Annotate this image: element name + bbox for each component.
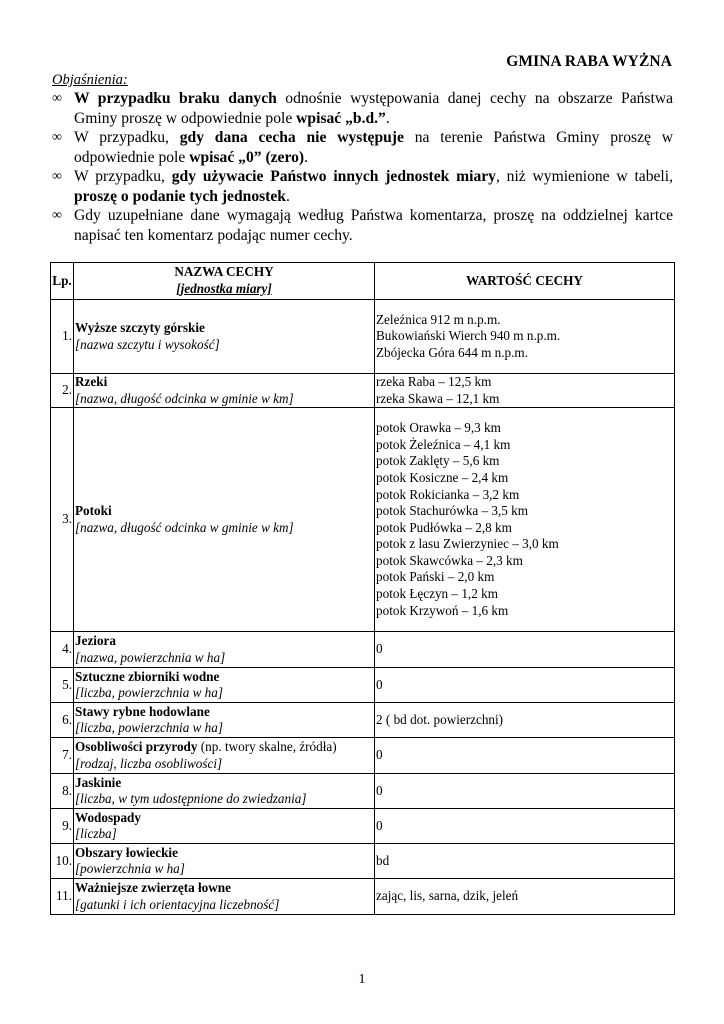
feature-value: potok Żeleźnica – 4,1 km — [376, 436, 511, 452]
feature-name — [75, 880, 373, 897]
infinity-bullet-icon: ∞ — [52, 91, 62, 106]
explanation-item — [52, 89, 673, 128]
feature-value: potok Łęczyn – 1,2 km — [376, 586, 498, 602]
header-unit-label: [jednostka miary] — [176, 281, 272, 296]
header-value: WARTOŚĆ CECHY — [375, 263, 675, 300]
feature-value-cell — [375, 408, 675, 632]
feature-value-cell — [375, 738, 675, 774]
infinity-bullet-icon: ∞ — [52, 208, 62, 223]
row-number: 1. — [51, 300, 74, 374]
feature-unit: [nazwa, długość odcinka w gminie w km] — [75, 390, 294, 406]
table-row — [51, 774, 675, 809]
feature-name-label: Jaskinie — [75, 774, 122, 790]
feature-unit: [gatunki i ich orientacyjna liczebność] — [75, 896, 280, 912]
feature-value: potok Kosiczne – 2,4 km — [376, 469, 509, 485]
row-number: 3. — [51, 408, 74, 632]
feature-name — [75, 320, 373, 337]
feature-value: potok Skawcówka – 2,3 km — [376, 552, 523, 568]
note-text: . — [304, 148, 309, 166]
feature-value-cell — [375, 300, 675, 374]
infinity-bullet-icon: ∞ — [52, 169, 62, 184]
feature-name-cell — [74, 374, 375, 408]
feature-value-cell — [375, 809, 675, 844]
feature-value: 0 — [376, 747, 383, 763]
feature-name-cell — [74, 774, 375, 809]
feature-name — [75, 810, 373, 827]
feature-name-label: Osobliwości przyrody — [75, 739, 198, 755]
note-text: Gdy uzupełniane dane wymagają według Państwa komentarza, proszę na oddzielnej kartce napisać ten komentarz podając numer cechy. — [74, 207, 673, 244]
feature-name-cell — [74, 844, 375, 879]
feature-value-cell — [375, 844, 675, 879]
feature-name-label: Wyższe szczyty górskie — [75, 319, 205, 335]
feature-name — [75, 845, 373, 862]
explanation-item — [52, 167, 673, 206]
table-row — [51, 632, 675, 668]
table-row — [51, 408, 675, 632]
feature-value: 0 — [376, 676, 383, 692]
feature-value-cell — [375, 668, 675, 703]
feature-unit: [liczba, w tym udostępnione do zwiedzania] — [75, 791, 307, 807]
feature-value: 0 — [376, 782, 383, 798]
feature-value-cell — [375, 374, 675, 408]
feature-value: zając, lis, sarna, dzik, jeleń — [376, 888, 519, 904]
emphasis-text: gdy dana cecha nie występuje — [179, 129, 404, 146]
table-row — [51, 844, 675, 879]
row-number: 5. — [51, 668, 74, 703]
feature-name-label: Rzeki — [75, 374, 108, 389]
feature-unit: [powierzchnia w ha] — [75, 861, 185, 877]
feature-unit: [liczba] — [75, 826, 117, 842]
feature-value: rzeka Raba – 12,5 km — [376, 374, 492, 389]
feature-value: potok z lasu Zwierzyniec – 3,0 km — [376, 536, 559, 552]
feature-name-label: Obszary łowieckie — [75, 844, 178, 860]
feature-value: potok Pański – 2,0 km — [376, 569, 495, 585]
feature-value: potok Pudłówka – 2,8 km — [376, 519, 512, 535]
feature-value: Zbójecka Góra 644 m n.p.m. — [376, 344, 528, 360]
emphasis-text: W przypadku braku danych — [74, 90, 277, 107]
table-row — [51, 703, 675, 738]
feature-value: potok Stachurówka – 3,5 km — [376, 503, 529, 519]
table-header-row — [51, 263, 675, 300]
feature-unit: [nazwa szczytu i wysokość] — [75, 336, 220, 352]
feature-name-cell — [74, 408, 375, 632]
feature-value: bd — [376, 852, 390, 868]
feature-name-cell — [74, 809, 375, 844]
row-number: 9. — [51, 809, 74, 844]
note-text: , niż wymienione w tabeli, — [495, 168, 673, 185]
feature-value-cell — [375, 879, 675, 915]
feature-name — [75, 775, 373, 792]
infinity-bullet-icon: ∞ — [52, 130, 62, 145]
feature-value: 0 — [376, 817, 383, 833]
feature-name — [75, 739, 373, 756]
feature-value: rzeka Skawa – 12,1 km — [376, 390, 500, 406]
feature-name-cell — [74, 879, 375, 915]
feature-value: potok Zaklęty – 5,6 km — [376, 453, 500, 469]
feature-value: 0 — [376, 641, 383, 657]
document-title: GMINA RABA WYŻNA — [506, 53, 672, 70]
emphasis-text: proszę o podanie tych jednostek — [74, 187, 286, 205]
feature-name-label: Wodospady — [75, 809, 141, 825]
explanations-list — [52, 89, 673, 245]
feature-name — [75, 633, 373, 650]
feature-name-label: Stawy rybne hodowlane — [75, 703, 210, 719]
row-number: 8. — [51, 774, 74, 809]
header-name — [74, 263, 375, 300]
feature-name — [75, 503, 373, 520]
row-number: 4. — [51, 632, 74, 668]
feature-name-label: Jeziora — [75, 633, 117, 649]
table-row — [51, 300, 675, 374]
note-text: W przypadku, — [74, 168, 172, 185]
feature-name-label: Ważniejsze zwierzęta łowne — [75, 880, 231, 896]
note-text: na terenie Państwa Gminy proszę w odpowiednie pole — [74, 129, 673, 166]
feature-value: potok Krzywoń – 1,6 km — [376, 602, 509, 618]
note-text: . — [385, 109, 390, 127]
feature-name-cell — [74, 668, 375, 703]
note-text: odnośnie występowania danej cechy na obszarze Państwa Gminy proszę w odpowiednie pole — [74, 90, 673, 127]
feature-value: Bukowiański Wierch 940 m n.p.m. — [376, 328, 561, 344]
feature-name-extra: (np. twory skalne, źródła) — [197, 739, 337, 755]
features-table — [50, 262, 675, 915]
table-row — [51, 374, 675, 408]
feature-value-cell — [375, 774, 675, 809]
feature-name-cell — [74, 738, 375, 774]
table-row — [51, 738, 675, 774]
table-row — [51, 668, 675, 703]
feature-value: potok Rokicianka – 3,2 km — [376, 486, 520, 502]
feature-value-cell — [375, 632, 675, 668]
feature-value: Zeleźnica 912 m n.p.m. — [376, 311, 501, 327]
header-name-label: NAZWA CECHY — [174, 264, 274, 280]
emphasis-text: gdy używacie Państwo innych jednostek miary — [171, 168, 496, 185]
feature-unit: [rodzaj, liczba osobliwości] — [75, 755, 223, 771]
feature-name — [75, 704, 373, 721]
note-text: W przypadku, — [74, 129, 180, 146]
feature-name-label: Potoki — [75, 503, 112, 519]
row-number: 2. — [51, 374, 74, 408]
feature-value-cell — [375, 703, 675, 738]
row-number: 7. — [51, 738, 74, 774]
feature-unit: [liczba, powierzchnia w ha] — [75, 720, 223, 736]
row-number: 6. — [51, 703, 74, 738]
feature-unit: [nazwa, długość odcinka w gminie w km] — [75, 519, 294, 535]
feature-value: 2 ( bd dot. powierzchni) — [376, 711, 504, 727]
feature-name-cell — [74, 632, 375, 668]
feature-unit: [nazwa, powierzchnia w ha] — [75, 649, 226, 665]
table-row — [51, 809, 675, 844]
explanation-item — [52, 128, 673, 167]
emphasis-text: wpisać „b.d.” — [296, 109, 386, 127]
feature-unit: [liczba, powierzchnia w ha] — [75, 685, 223, 701]
page-number: 1 — [358, 972, 366, 987]
note-text: . — [285, 187, 290, 205]
explanation-item — [52, 206, 673, 245]
row-number: 11. — [51, 879, 74, 915]
explanations-heading: Objaśnienia: — [52, 72, 128, 88]
feature-value: potok Orawka – 9,3 km — [376, 420, 501, 436]
feature-name — [75, 669, 373, 686]
row-number: 10. — [51, 844, 74, 879]
feature-name-cell — [74, 703, 375, 738]
table-row — [51, 879, 675, 915]
emphasis-text: wpisać „0” (zero) — [189, 148, 305, 166]
feature-name-cell — [74, 300, 375, 374]
feature-name — [75, 374, 373, 391]
feature-name-label: Sztuczne zbiorniki wodne — [75, 668, 220, 684]
header-lp: Lp. — [51, 263, 74, 300]
